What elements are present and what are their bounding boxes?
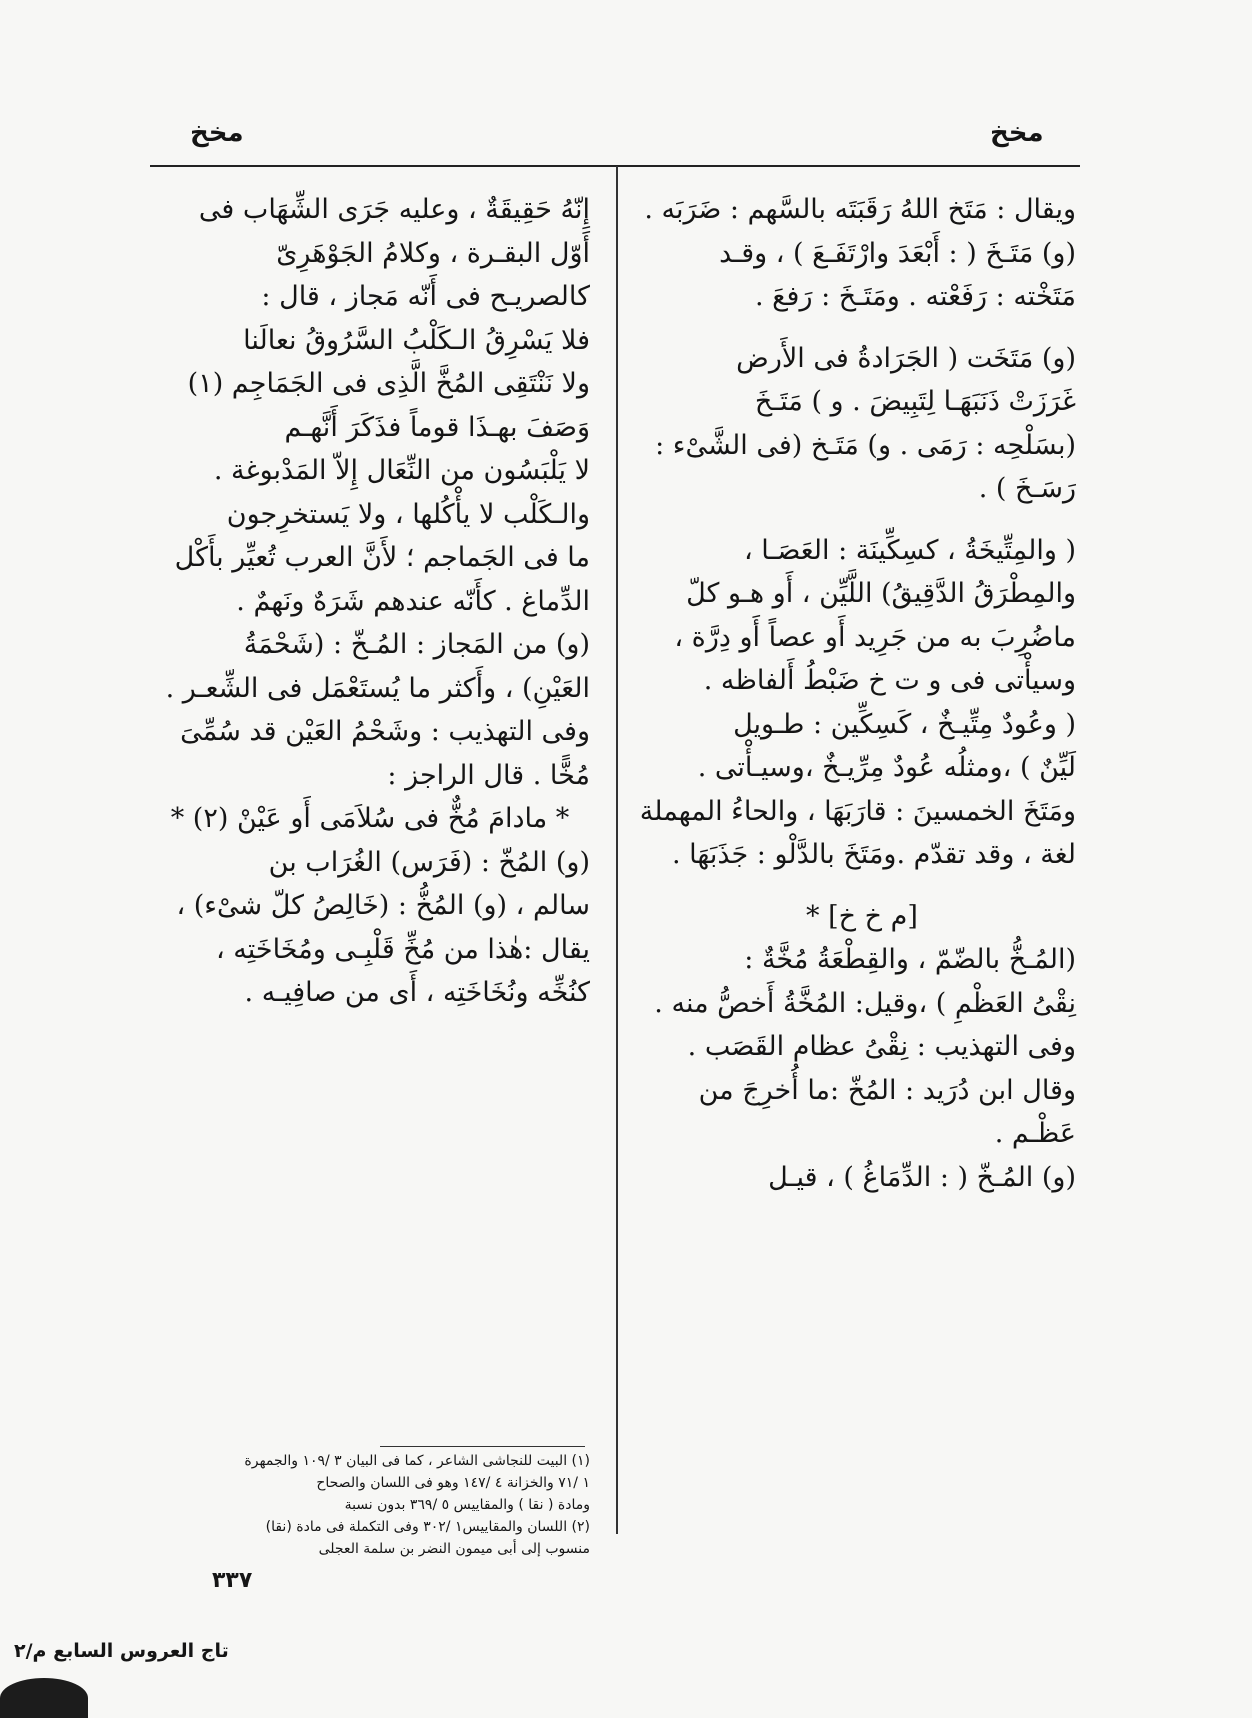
footnote-line: ١ /٧١ والخزانة ٤ /١٤٧ وهو فى اللسان والصحاح: [316, 1475, 590, 1491]
footnote-line: (٢) اللسان والمقاييس١ /٣٠٢ وفى التكملة فى مادة (نقا): [265, 1519, 590, 1535]
text-line: الدِّماغ . كأَنّه عندهم شَرَهٌ ونَهمٌ .: [236, 585, 590, 617]
column-divider: [616, 166, 618, 1534]
page-number: ٣٣٧: [212, 1568, 253, 1593]
entry-heading: [م خ خ] *: [806, 900, 918, 932]
verse-line: ولا نَنْتَقِى المُخَّ الَّذِى فى الجَمَاجِم (١): [187, 368, 590, 399]
footnote-line: (١) البيت للنجاشى الشاعر ، كما فى البيان ٣ /١٠٩ والجمهرة: [244, 1453, 590, 1469]
text-line: (و) مَتَـخَ ( : أَبْعَدَ وارْتَفَـعَ ) ، وقـد: [719, 237, 1076, 269]
verse-line: * مادامَ مُخٌّ فى سُلاَمَى أَو عَيْنْ (٢) *: [170, 803, 570, 834]
text-line: (المُـخُّ بالضّمّ ، والقِطْعَةُ مُخَّةٌ :: [744, 944, 1076, 975]
footnotes: [148, 1450, 590, 1560]
text-line: وَصَفَ بهـذَا قوماً فذَكَرَ أَنَّهـم: [284, 411, 590, 443]
text-line: مَتَخْته : رَفَعْته . ومَتَـخَ : رَفعَ .: [755, 281, 1076, 312]
text-line: وسيأْتى فى و ت خ ضَبْطُ أَلفاظه .: [703, 665, 1076, 696]
text-line: عَظْـم .: [994, 1118, 1076, 1149]
header-right-word: مخخ: [990, 118, 1044, 148]
text-line: يقال :هٰذا من مُخِّ قَلْبِـى ومُخَاخَتِه ،: [215, 933, 590, 965]
text-line: كنُخِّه ونُخَاخَتِه ، أَى من صافِيـه .: [244, 977, 590, 1008]
footnote-line: ومادة ( نقا ) والمقاييس ٥ /٣٦٩ بدون نسبة: [344, 1497, 590, 1513]
text-line: وفى التهذيب : وشَحْمُ العَيْن قد سُمِّىَ: [180, 716, 590, 747]
text-line: لغة ، وقد تقدّم .ومَتَخَ بالدَّلْو : جَذَبَهَا .: [672, 839, 1076, 870]
ink-blot: [0, 1678, 88, 1718]
text-line: ما فى الجَماجم ؛ لأَنَّ العرب تُعيِّر بأَكْل: [174, 542, 590, 573]
text-line: لَيِّنٌ ) ،ومثلُه عُودٌ مِرِّيـخٌ ،وسيـأْتى .: [697, 752, 1076, 783]
text-line: ( والمِتِّيخَةُ ، كسِكِّينَة : العَصَـا ،: [743, 534, 1076, 566]
text-line: وفى التهذيب : نِقْىُ عظام القَصَب .: [687, 1031, 1076, 1062]
text-line: (و) المُـخّ ( : الدِّمَاغُ ) ، قيـل: [768, 1161, 1076, 1193]
text-line: (و) مَتَخَت ( الجَرَادةُ فى الأَرض: [736, 342, 1076, 374]
text-line: (بسَلْحِه : رَمَى . و) مَتَـخ (فى الشَّىْء :: [655, 429, 1076, 461]
text-line: أَوّل البقـرة ، وكلامُ الجَوْهَرِىّ: [276, 237, 590, 269]
header-left-word: مخخ: [190, 118, 244, 148]
text-line: وقال ابن دُرَيد : المُخّ :ما أُخرِجَ من: [698, 1074, 1076, 1106]
text-line: لا يَلْبَسُون من النِّعَال إِلاّ المَدْبوغة .: [213, 455, 590, 486]
text-line: سالم ، (و) المُخُّ : (خَالِصُ كلّ شىْء) ،: [176, 890, 590, 921]
text-line: (و) المُخّ : (فَرَس) الغُرَاب بن: [268, 846, 590, 878]
footnote-line: منسوب إلى أبى ميمون النضر بن سلمة العجلى: [318, 1541, 590, 1557]
text-line: والـكَلْب لا يأْكُلها ، ولا يَستخرِجون: [226, 498, 590, 530]
header-rule: [150, 165, 1080, 167]
text-line: إِنّهُ حَقِيقَةٌ ، وعليه جَرَى الشِّهَاب فى: [198, 194, 590, 225]
book-label: تاج العروس السابع م/٢: [14, 1640, 229, 1662]
text-line: ( وعُودٌ مِتِّيـخٌ ، كَسِكِّين : طـويل: [733, 708, 1076, 740]
text-line: ويقال : مَتَخ اللهُ رَقَبَتَه بالسَّهم : ضَرَبَه .: [644, 194, 1076, 225]
text-line: (و) من المَجاز : المُـخّ : (شَحْمَةُ: [243, 629, 590, 660]
text-line: نِقْىُ العَظْمِ ) ،وقيل: المُخَّةُ أَخصُّ منه .: [654, 987, 1076, 1019]
text-line: غَرَزَتْ ذَنَبَهَـا لِتَبِيضَ . و ) مَتَـخَ: [754, 386, 1076, 417]
text-line: ماضُرِبَ به من جَرِيد أَو عصاً أَو دِرَّة ،: [674, 621, 1076, 653]
text-line: رَسَـخَ ) .: [978, 473, 1076, 504]
text-line: مُخًّا . قال الراجز :: [387, 759, 590, 791]
text-line: والمِطْرَقُ الدَّقِيقُ) اللَّيِّن ، أَو هـو كلّ: [686, 578, 1076, 609]
left-column: [150, 188, 590, 1015]
text-line: كالصريـح فى أَنّه مَجاز ، قال :: [261, 281, 590, 312]
right-column: [639, 188, 1076, 1199]
footnote-rule: [380, 1446, 585, 1447]
text-line: ومَتَخَ الخمسينَ : قارَبَهَا ، والحاءُ المهملة: [639, 795, 1076, 827]
verse-line: فلا يَسْرِقُ الـكَلْبُ السَّرُوقُ نعالَنا: [243, 324, 590, 356]
text-line: العَيْنِ) ، وأَكثر ما يُستَعْمَل فى الشِّعـر .: [165, 672, 590, 704]
